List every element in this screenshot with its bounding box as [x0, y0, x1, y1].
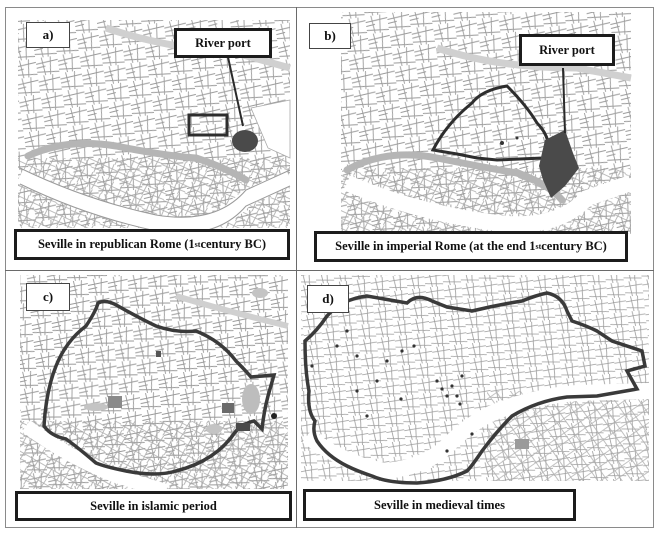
caption-text: Seville in republican Rome (1	[37, 237, 195, 251]
panel-d-tag: d)	[307, 285, 349, 313]
river-port-marker	[232, 130, 258, 152]
horizontal-divider	[5, 270, 654, 271]
panel-d-caption	[303, 489, 576, 521]
caption-text: Seville in imperial Rome (at the end 1	[335, 239, 536, 253]
caption-text-end: century BC)	[200, 237, 267, 251]
panel-c-tag: c)	[26, 283, 70, 311]
caption-text-end: century BC)	[541, 239, 607, 253]
panel-b-river-port-label: River port	[519, 34, 615, 66]
caption-text: Seville in islamic period	[90, 498, 217, 513]
panel-a	[6, 8, 296, 270]
panel-b-tag: b)	[309, 23, 351, 49]
caption-text: Seville in medieval times	[374, 497, 505, 512]
panel-c	[6, 271, 296, 527]
panel-b	[297, 8, 653, 270]
panel-d	[297, 271, 653, 527]
vertical-divider	[296, 7, 297, 528]
panel-b-caption: Seville in imperial Rome (at the end 1 st century BC)	[314, 231, 628, 262]
panel-a-caption: Seville in republican Rome (1 st century BC)	[14, 229, 290, 260]
panel-a-river-port-label: River port	[174, 28, 272, 58]
panel-c-caption	[15, 491, 292, 521]
panel-a-tag: a)	[26, 22, 70, 48]
